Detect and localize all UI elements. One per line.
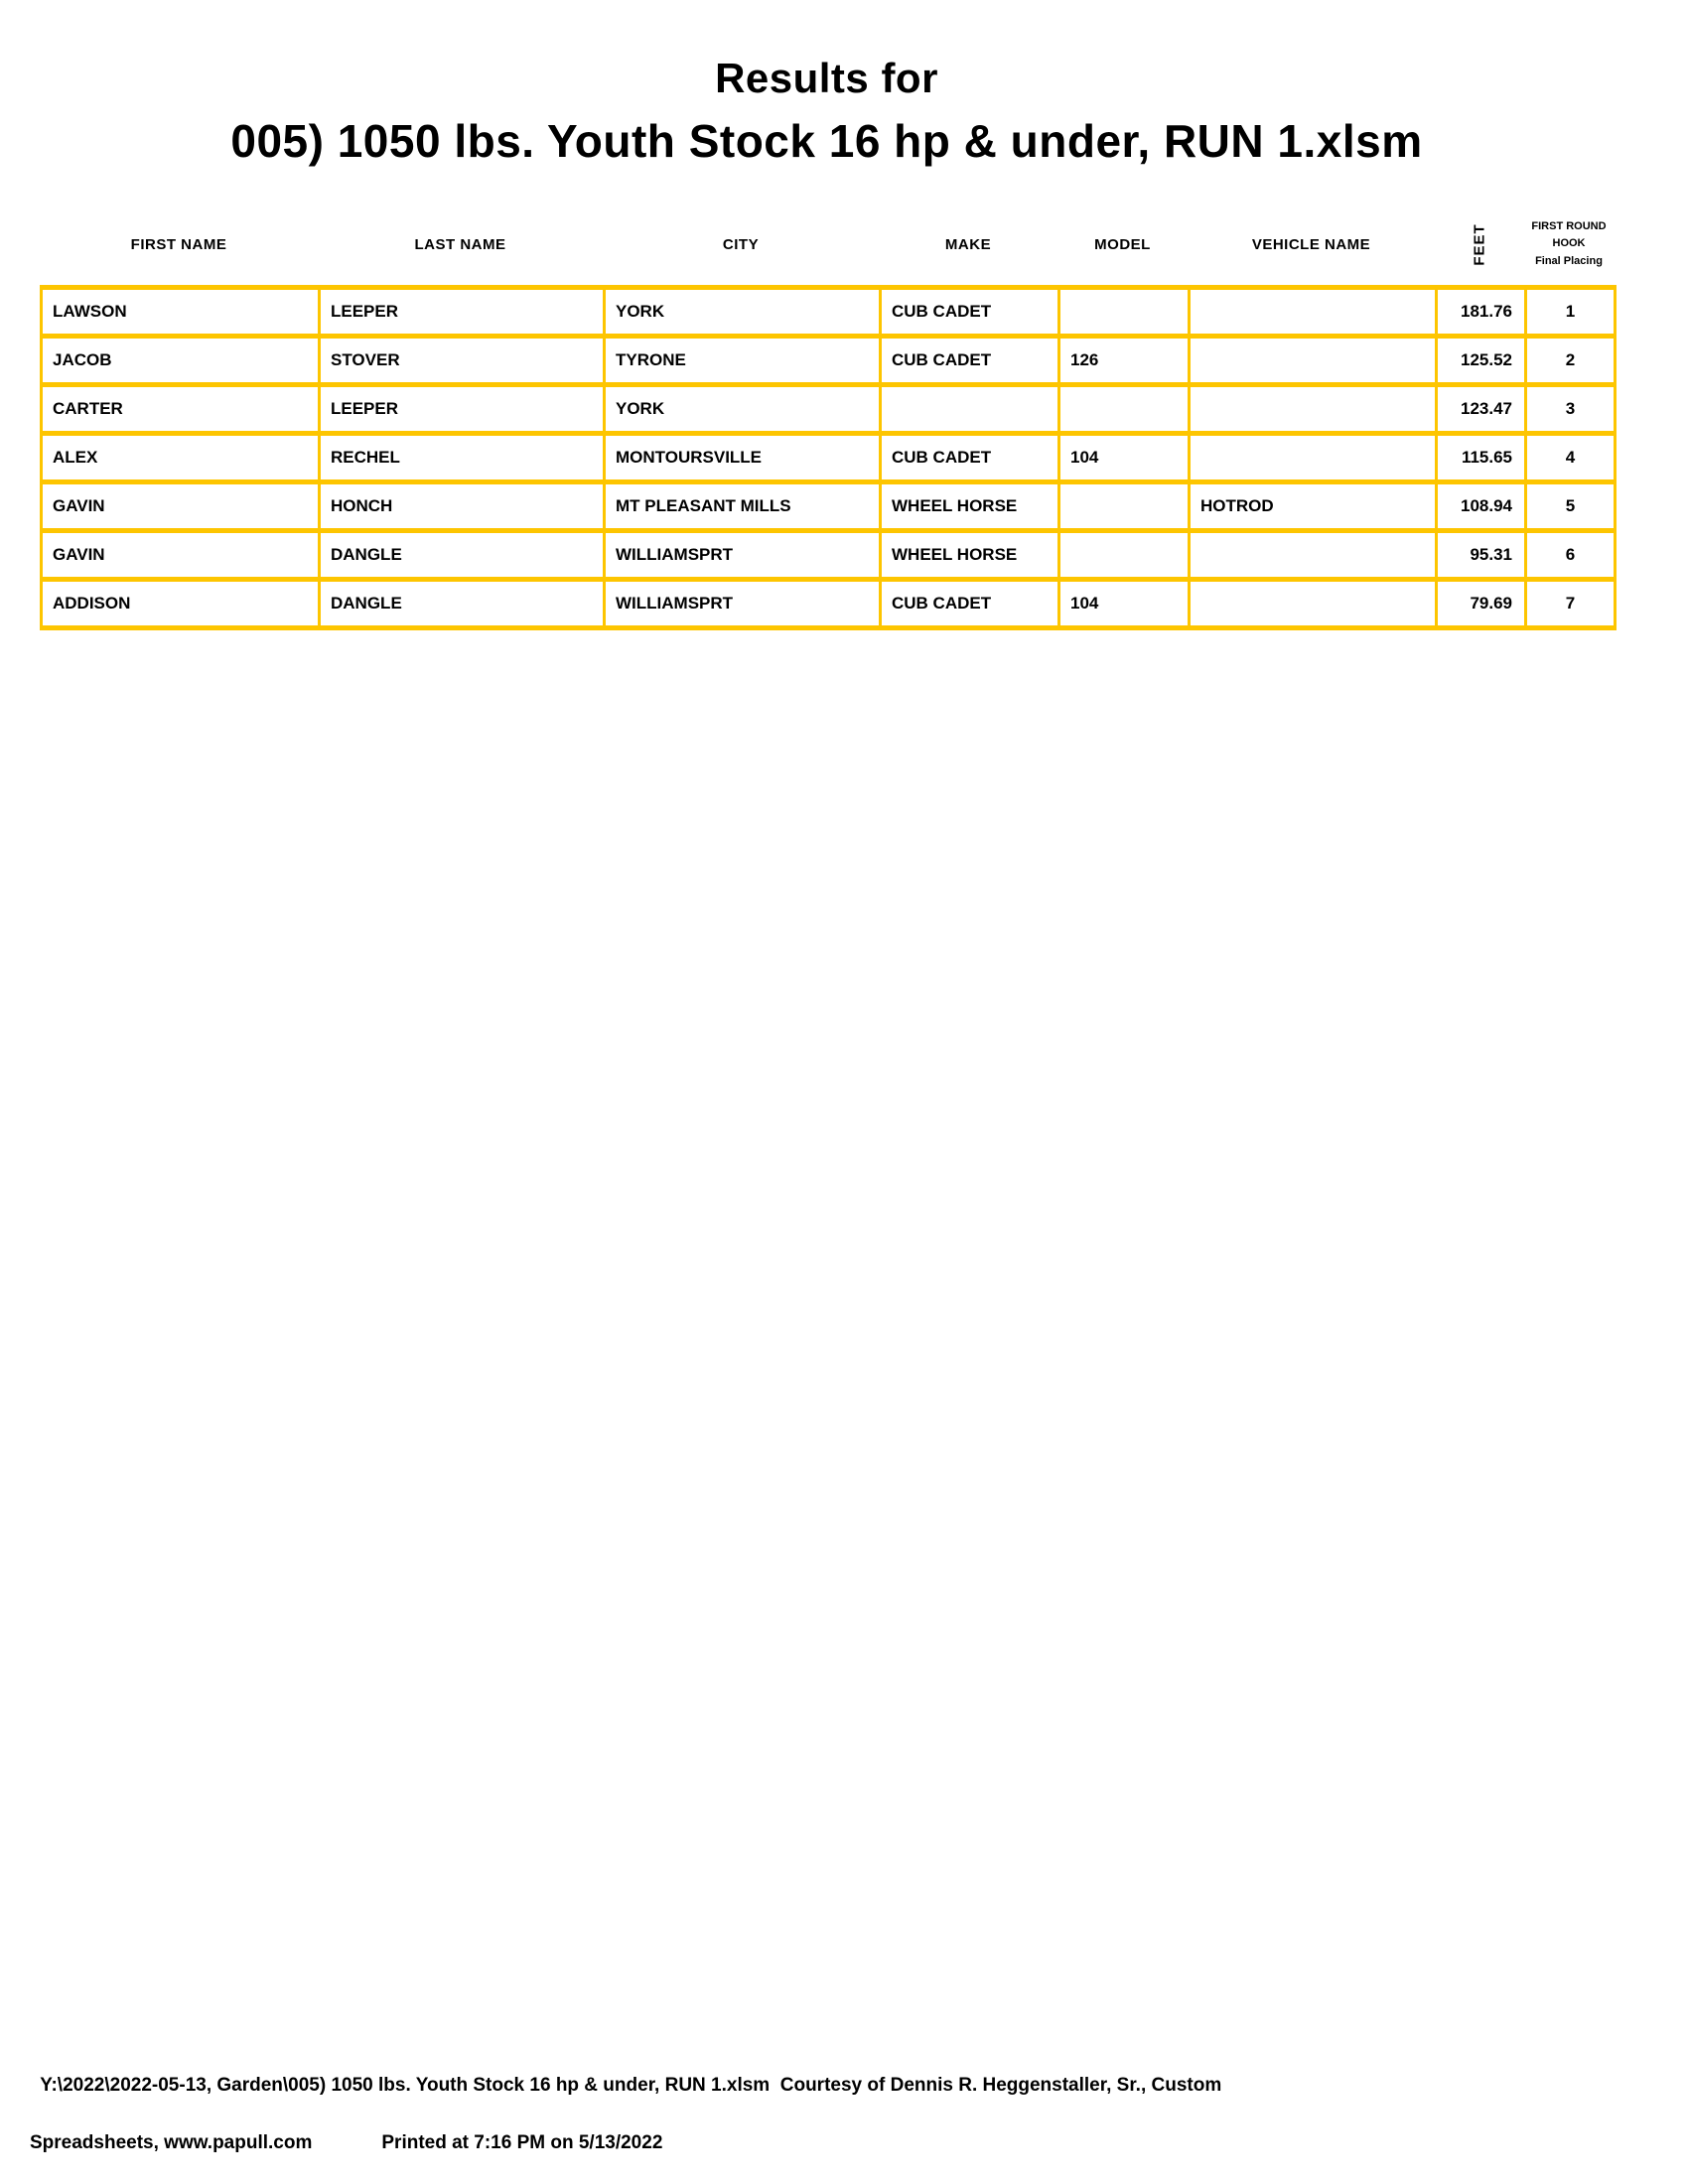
cell-feet: 108.94 [1437, 482, 1526, 531]
column-header-feet [1435, 204, 1524, 285]
cell-vehicle-name [1190, 385, 1437, 434]
results-table-body [42, 288, 1616, 628]
cell-first-name: GAVIN [42, 482, 320, 531]
cell-model: 104 [1059, 580, 1190, 628]
cell-vehicle-name [1190, 288, 1437, 337]
column-header-vehicle-name: VEHICLE NAME [1251, 235, 1371, 253]
cell-make: CUB CADET [881, 288, 1059, 337]
cell-feet: 95.31 [1437, 531, 1526, 580]
table-row [42, 434, 1616, 482]
cell-vehicle-name [1190, 580, 1437, 628]
cell-model [1059, 288, 1190, 337]
cell-first-name: JACOB [42, 337, 320, 385]
cell-first-name: LAWSON [42, 288, 320, 337]
cell-first-name: CARTER [42, 385, 320, 434]
column-header-model: MODEL [1094, 235, 1151, 253]
cell-vehicle-name [1190, 434, 1437, 482]
results-table [40, 285, 1617, 630]
cell-city: MT PLEASANT MILLS [605, 482, 881, 531]
cell-feet: 115.65 [1437, 434, 1526, 482]
table-row [42, 337, 1616, 385]
cell-placing: 3 [1526, 385, 1616, 434]
cell-city: MONTOURSVILLE [605, 434, 881, 482]
cell-first-name: ADDISON [42, 580, 320, 628]
hook-header-line3: Final Placing [1535, 254, 1603, 267]
cell-make: CUB CADET [881, 580, 1059, 628]
column-header-first-round-hook [1524, 218, 1614, 271]
table-row [42, 482, 1616, 531]
cell-first-name: ALEX [42, 434, 320, 482]
cell-model: 126 [1059, 337, 1190, 385]
cell-make: CUB CADET [881, 434, 1059, 482]
footer-website-text: Spreadsheets, www.papull.com [30, 2132, 313, 2153]
cell-last-name: STOVER [320, 337, 605, 385]
cell-vehicle-name: HOTROD [1190, 482, 1437, 531]
cell-vehicle-name [1190, 337, 1437, 385]
cell-last-name: HONCH [320, 482, 605, 531]
cell-make [881, 385, 1059, 434]
cell-last-name: DANGLE [320, 580, 605, 628]
cell-city: YORK [605, 288, 881, 337]
hook-header-line1: FIRST ROUND [1531, 219, 1607, 232]
column-header-make: MAKE [944, 235, 992, 253]
cell-city: WILLIAMSPRT [605, 531, 881, 580]
column-header-last-name: LAST NAME [414, 235, 506, 253]
cell-last-name: LEEPER [320, 385, 605, 434]
cell-last-name: LEEPER [320, 288, 605, 337]
table-row [42, 531, 1616, 580]
cell-first-name: GAVIN [42, 531, 320, 580]
cell-model [1059, 385, 1190, 434]
cell-placing: 1 [1526, 288, 1616, 337]
cell-last-name: RECHEL [320, 434, 605, 482]
footer-file-path-line: Y:\2022\2022-05-13, Garden\005) 1050 lbs. Youth Stock 16 hp & under, RUN 1.xlsm Courtesy of Dennis R. Heggenstaller, Sr., Custom [40, 2075, 1222, 2096]
page-footer [30, 2057, 1221, 2171]
cell-make: CUB CADET [881, 337, 1059, 385]
cell-model: 104 [1059, 434, 1190, 482]
page-title: Results for [715, 55, 938, 101]
cell-model [1059, 482, 1190, 531]
page-subtitle-filename: 005) 1050 lbs. Youth Stock 16 hp & under, RUN 1.xlsm [230, 115, 1423, 167]
table-header-row [40, 204, 1614, 285]
cell-make: WHEEL HORSE [881, 531, 1059, 580]
cell-placing: 6 [1526, 531, 1616, 580]
footer-printed-timestamp: Printed at 7:16 PM on 5/13/2022 [381, 2132, 663, 2153]
cell-feet: 181.76 [1437, 288, 1526, 337]
footer-second-line [30, 2133, 1221, 2152]
results-sheet [40, 0, 1614, 630]
column-header-first-name: FIRST NAME [130, 235, 227, 253]
cell-model [1059, 531, 1190, 580]
cell-city: WILLIAMSPRT [605, 580, 881, 628]
cell-placing: 7 [1526, 580, 1616, 628]
table-row [42, 385, 1616, 434]
cell-last-name: DANGLE [320, 531, 605, 580]
cell-placing: 2 [1526, 337, 1616, 385]
hook-header-line2: HOOK [1552, 237, 1586, 250]
cell-placing: 5 [1526, 482, 1616, 531]
cell-make: WHEEL HORSE [881, 482, 1059, 531]
feet-label-vertical: FEET [1471, 222, 1488, 266]
cell-city: YORK [605, 385, 881, 434]
table-row [42, 288, 1616, 337]
cell-feet: 79.69 [1437, 580, 1526, 628]
cell-feet: 125.52 [1437, 337, 1526, 385]
column-header-city: CITY [722, 235, 760, 253]
table-row [42, 580, 1616, 628]
cell-placing: 4 [1526, 434, 1616, 482]
cell-feet: 123.47 [1437, 385, 1526, 434]
cell-city: TYRONE [605, 337, 881, 385]
cell-vehicle-name [1190, 531, 1437, 580]
